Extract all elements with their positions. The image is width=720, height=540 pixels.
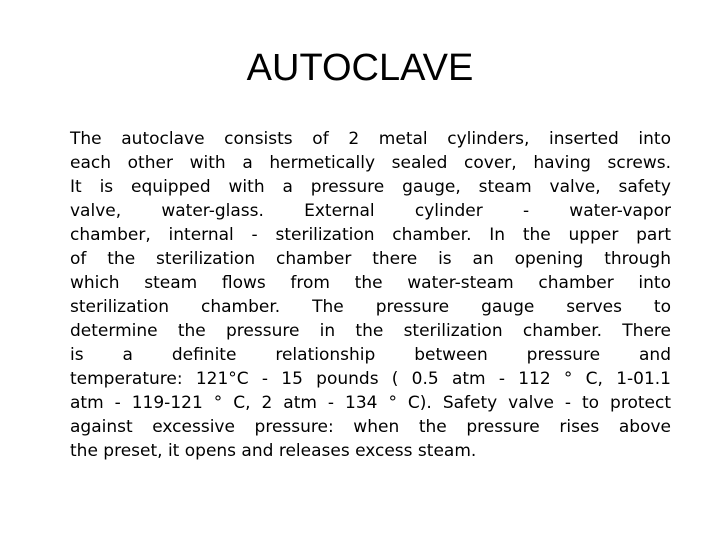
body-line: of the sterilization chamber there is an opening through — [70, 249, 671, 269]
body-line: valve, water-glass. External cylinder - water-vapor — [70, 201, 671, 221]
body-line: is a definite relationship between pressure and — [70, 345, 671, 365]
body-line: It is equipped with a pressure gauge, steam valve, safety — [70, 177, 671, 197]
body-line: The autoclave consists of 2 metal cylinders, inserted into — [70, 129, 671, 149]
slide-body-text — [70, 127, 671, 463]
body-line: sterilization chamber. The pressure gauge serves to — [70, 297, 671, 317]
body-line: determine the pressure in the sterilization chamber. There — [70, 321, 671, 341]
body-line: the preset, it opens and releases excess steam. — [70, 441, 477, 461]
body-line: each other with a hermetically sealed cover, having screws. — [70, 153, 671, 173]
body-line: atm - 119-121 ° C, 2 atm - 134 ° C). Safety valve - to protect — [70, 393, 671, 413]
body-line: chamber, internal - sterilization chamber. In the upper part — [70, 225, 671, 245]
body-line: which steam flows from the water-steam chamber into — [70, 273, 671, 293]
slide-title: AUTOCLAVE — [246, 47, 474, 89]
body-line: temperature: 121°C - 15 pounds ( 0.5 atm - 112 ° C, 1-01.1 — [70, 369, 671, 389]
body-line: against excessive pressure: when the pressure rises above — [70, 417, 671, 437]
